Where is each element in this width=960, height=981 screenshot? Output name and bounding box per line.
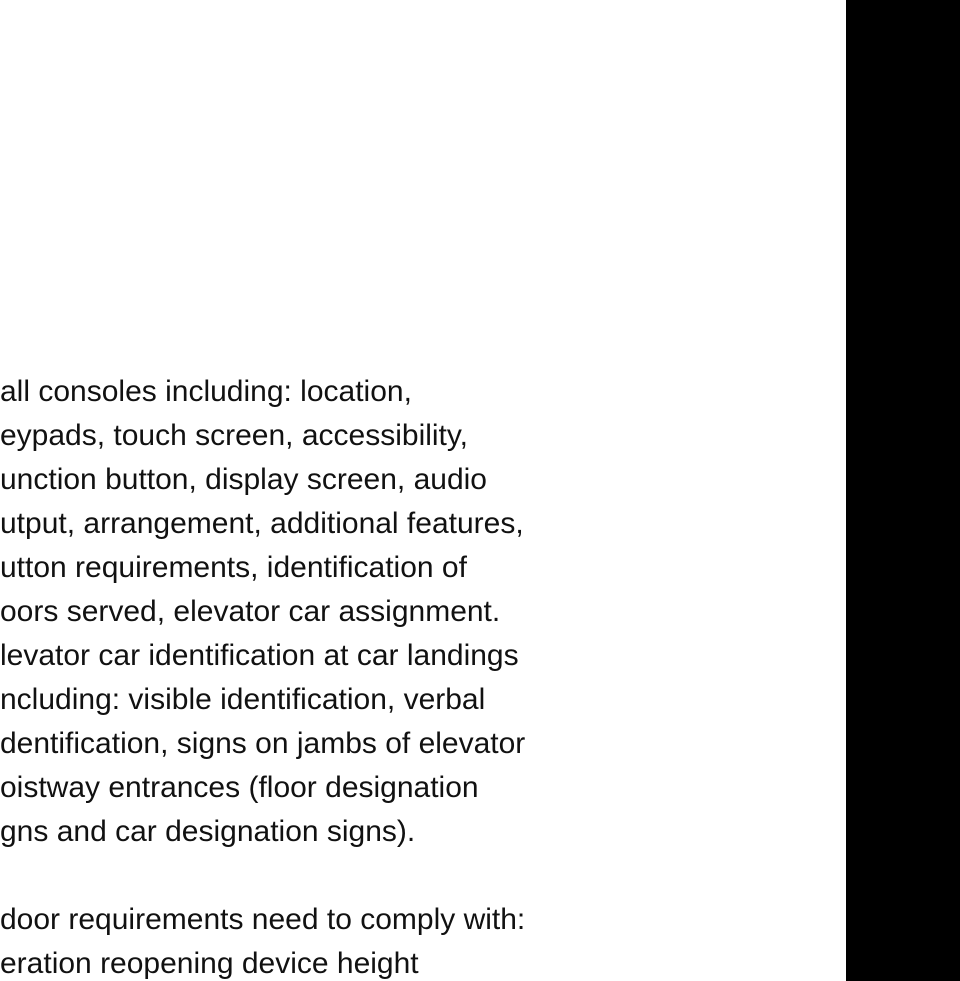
text-line-12: door requirements need to comply with:	[0, 903, 526, 936]
text-line-6: oors served, elevator car assignment.	[0, 595, 501, 628]
right-black-border	[846, 0, 960, 981]
text-line-1: all consoles including: location,	[0, 375, 412, 408]
text-line-13: eration reopening device height	[0, 947, 419, 980]
text-line-4: utput, arrangement, additional features,	[0, 507, 524, 540]
text-line-5: utton requirements, identification of	[0, 551, 467, 584]
text-line-3: unction button, display screen, audio	[0, 463, 487, 496]
text-line-8: ncluding: visible identification, verbal	[0, 683, 486, 716]
text-line-10: oistway entrances (floor designation	[0, 771, 479, 804]
text-line-2: eypads, touch screen, accessibility,	[0, 419, 469, 452]
text-line-11: gns and car designation signs).	[0, 815, 416, 848]
text-line-9: dentification, signs on jambs of elevator	[0, 727, 526, 760]
text-line-7: levator car identification at car landings	[0, 639, 519, 672]
